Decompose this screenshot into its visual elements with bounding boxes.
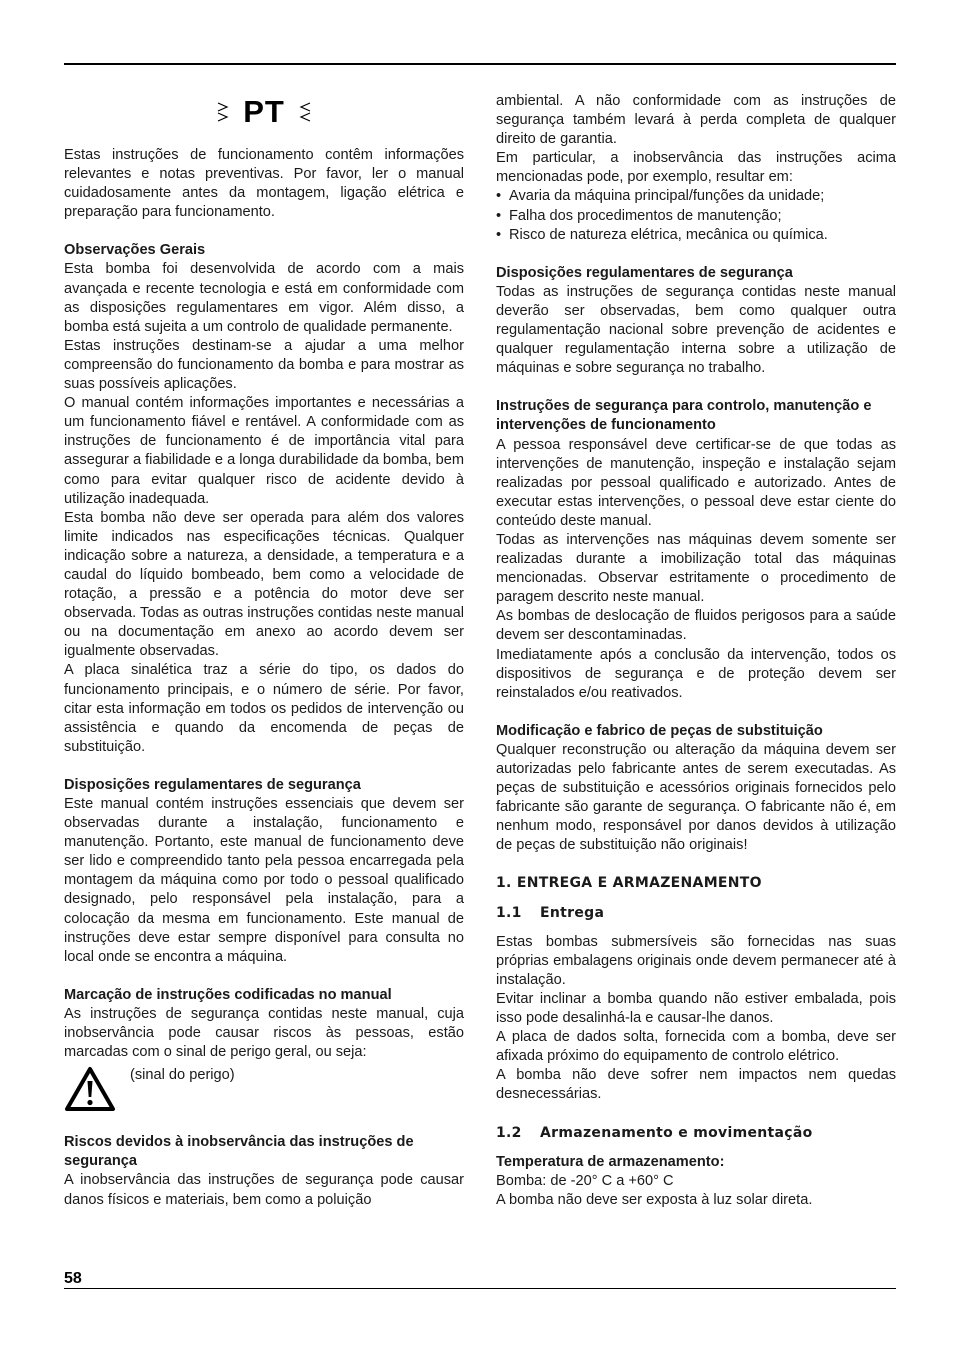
control-paragraph-4: Imediatamente após a conclusão da intervenção, todos os dispositivos de segurança e de proteção devem ser reinstalados e/ou reativados. <box>496 646 896 701</box>
danger-sign-label: (sinal do perigo) <box>130 1067 235 1084</box>
control-paragraph-1: A pessoa responsável deve certificar-se de que todas as intervenções de manutenção, inspeção e instalação sejam realizadas por pessoal qualificado e autorizado. Antes de executar estas intervenções, o pessoal deve estar ciente do conteúdo deste manual. <box>496 436 896 529</box>
general-paragraph-4: Esta bomba não deve ser operada para além dos valores limite indicados nas especificações técnicas. Qualquer indicação sobre a natureza, a densidade, a temperatura e a caudal do líquido bombeado, bem como a velocidade de rotação, a pressão e a potência do motor deve ser observada. Todas as outras instruções contidas neste manual ou na documentação em anexo ao acordo devem ser igualmente observadas. <box>64 509 464 660</box>
marking-heading: Marcação de instruções codificadas no manual <box>64 986 392 1003</box>
safety-heading: Disposições regulamentares de segurança <box>64 776 361 793</box>
control-heading: Instruções de segurança para controlo, manutenção e intervenções de funcionamento <box>496 398 872 434</box>
risks-continuation: ambiental. A não conformidade com as instruções de segurança também levará à perda completa de qualquer direito de garantia. <box>496 93 896 148</box>
control-paragraph-3: As bombas de deslocação de fluidos perigosos para a saúde devem ser descontaminadas. <box>496 608 896 644</box>
list-item: • Falha dos procedimentos de manutenção; <box>496 207 896 226</box>
general-paragraph-3: O manual contém informações importantes e necessárias a um funcionamento fiável e rentável. A conformidade com as instruções de funcionamento é de importância vital para assegurar a fiabilidade e a longa durabilidade da bomba, bem como para evitar qualquer risco de acidente devido à utilização inadequada. <box>64 395 464 507</box>
section-number: 1.1 <box>496 904 522 921</box>
left-column <box>64 92 464 1210</box>
intro-paragraph: Estas instruções de funcionamento contêm informações relevantes e notas preventivas. Por favor, ler o manual cuidadosamente antes da montagem, ligação elétrica e preparação para funcionamento. <box>64 147 464 221</box>
decoration-right-icon <box>299 100 311 124</box>
storage-paragraph: A bomba não deve ser exposta à luz solar direta. <box>496 1191 813 1208</box>
general-heading: Observações Gerais <box>64 242 206 259</box>
section-1-heading: 1. ENTREGA E ARMAZENAMENTO <box>496 875 762 892</box>
general-paragraph-5: A placa sinalética traz a série do tipo, os dados do funcionamento principais, e o número de série. Por favor, citar esta informação em todos os pedidos de intervenção ou assistência e quando da encomenda de peças de substituição. <box>64 662 464 755</box>
control-paragraph-2: Todas as intervenções nas máquinas devem somente ser realizadas durante a imobilização total das máquinas mencionadas. Observar estritamente o procedimento de paragem descrito neste manual. <box>496 531 896 606</box>
safety-paragraph: Este manual contém instruções essenciais que devem ser observadas durante a instalação, funcionamento e manutenção. Portanto, este manual de funcionamento deve ser lido e compreendido tanto pela pessoa encarregada pela montagem da máquina como por todo o pessoal qualificado designado, pelo responsável pela instalação, para a colocação da mesma em funcionamento. Este manual de instruções deve estar sempre disponível para consulta no local onde se encontra a máquina. <box>64 796 464 965</box>
section-number: 1.2 <box>496 1124 522 1141</box>
section-1-2-heading <box>496 1124 896 1143</box>
safety-heading: Disposições regulamentares de segurança <box>496 264 793 281</box>
risks-paragraph-2: Em particular, a inobservância das instruções acima mencionadas pode, por exemplo, resultar em: <box>496 150 896 186</box>
list-item: • Avaria da máquina principal/funções da unidade; <box>496 187 896 206</box>
risks-heading: Riscos devidos à inobservância das instruções de segurança <box>64 1134 414 1170</box>
section-title: Entrega <box>540 904 605 921</box>
storage-temperature-heading: Temperatura de armazenamento: <box>496 1153 725 1170</box>
header-rule <box>64 63 896 65</box>
modification-heading: Modificação e fabrico de peças de substituição <box>496 722 823 739</box>
risks-list <box>496 187 896 244</box>
delivery-paragraph-2: Evitar inclinar a bomba quando não estiver embalada, pois isso pode desalinhá-la e causar-lhe danos. <box>496 990 896 1027</box>
language-code: PT <box>243 94 285 130</box>
footer-rule <box>64 1288 896 1289</box>
section-title: Armazenamento e movimentação <box>540 1124 813 1141</box>
page-number: 58 <box>64 1270 82 1287</box>
delivery-paragraph-1: Estas bombas submersíveis são fornecidas nas suas próprias embalagens originais onde devem permanecer até à instalação. <box>496 933 896 988</box>
general-paragraph-1: Esta bomba foi desenvolvida de acordo com a mais avançada e recente tecnologia e está em conformidade com as disposições regulamentares em vigor. Além disso, a bomba está sujeita a um controlo de qualidade permanente. <box>64 261 464 335</box>
marking-paragraph: As instruções de segurança contidas neste manual, cuja inobservância pode causar riscos às pessoas, estão marcadas com o sinal de perigo geral, ou seja: <box>64 1005 464 1061</box>
list-item: • Risco de natureza elétrica, mecânica ou química. <box>496 226 896 245</box>
language-header <box>64 92 464 132</box>
safety-paragraph: Todas as instruções de segurança contidas neste manual deverão ser observadas, bem como qualquer outra regulamentação nacional sobre prevenção de acidentes e qualquer regulamentação interna sobre a utilização de máquinas e sobre segurança no trabalho. <box>496 283 896 377</box>
storage-temperature-value: Bomba: de -20° C a +60° C <box>496 1172 674 1189</box>
modification-paragraph: Qualquer reconstrução ou alteração da máquina devem ser autorizadas pelo fabricante antes de serem executadas. As peças de substituição e acessórios originais fornecidos pelo fabricante são garante de segurança. O fabricante não é, em nenhum modo, responsável por danos devidos à utilização de peças de substituição não originais! <box>496 741 896 854</box>
general-paragraph-2: Estas instruções destinam-se a ajudar a uma melhor compreensão do funcionamento da bomba e para mostrar as suas possíveis aplicações. <box>64 337 464 393</box>
section-1-1-heading <box>496 904 896 923</box>
warning-triangle-icon <box>64 1066 116 1112</box>
delivery-paragraph-3: A placa de dados solta, fornecida com a bomba, deve ser afixada próximo do equipamento de controlo elétrico. <box>496 1029 896 1065</box>
decoration-left-icon <box>217 100 229 124</box>
danger-sign-row <box>64 1066 464 1114</box>
delivery-paragraph-4: A bomba não deve sofrer nem impactos nem quedas desnecessárias. <box>496 1067 896 1103</box>
risks-paragraph: A inobservância das instruções de segurança pode causar danos físicos e materiais, bem como a poluição <box>64 1172 464 1208</box>
right-column <box>496 92 896 1210</box>
